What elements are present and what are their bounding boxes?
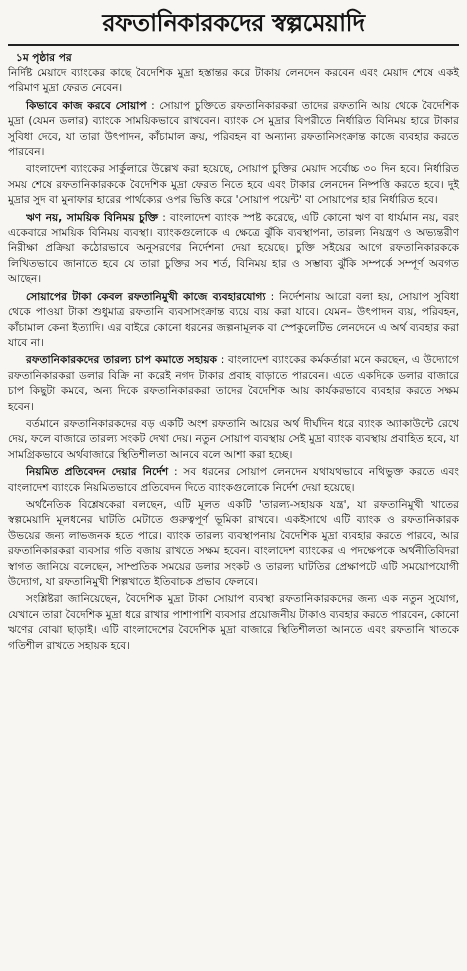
paragraph bbox=[8, 353, 459, 415]
paragraph-text: বাংলাদেশ ব্যাংকের সার্কুলারে উল্লেখ করা হয়েছে, সোয়াপ চুক্তির মেয়াদ সর্বোচ্চ ৩০ দিন হবে। নির্ধারিত সময় শেষে রফতানিকারককে বৈদেশিক মুদ্রা ফেরত নিতে হবে এবং টাকার লেনদেন নিষ্পত্তি করতে হবে। দুই মুদ্রার সুদ বা মুনাফার হারের পার্থক্যের ওপর ভিত্তি করে 'সোয়াপ পয়েন্ট' বা সোয়াপের হার নির্ধারিত হবে। bbox=[8, 163, 459, 207]
paragraph-text: নির্দিষ্ট মেয়াদে ব্যাংকের কাছে বৈদেশিক মুদ্রা হস্তান্তর করে টাকায় লেনদেন করবেন এবং মেয়াদ শেষে একই পরিমাণ মুদ্রা ফেরত নেবেন। bbox=[8, 67, 459, 95]
paragraph-text: অর্থনৈতিক বিশ্লেষকেরা বলছেন, এটি মূলত একটি 'তারল্য-সহায়ক যন্ত্র', যা রফতানিমুখী খাতের স্বল্পমেয়াদি মূলধনের ঘাটতি মেটাতে গুরুত্বপূর্ণ ভূমিকা রাখবে। একইসাথে এটি ব্যাংক ও রফতানিকারক উভয়ের জন্য লাভজনক হতে পারে। ব্যাংক তারল্য ব্যবস্থাপনায় বৈদেশিক মুদ্রা ব্যবহার করতে পারবে, আর রফতানিকারকরা ব্যবসার গতি বজায় রাখতে সক্ষম হবেন। বাংলাদেশ ব্যাংকের এ পদক্ষেপকে অর্থনীতিবিদরা স্বাগত জানিয়ে বলেছেন, সাম্প্রতিক সময়ের ডলার সংকট ও তারল্য ঘাটতির প্রেক্ষাপটে এটি সময়োপযোগী উদ্যোগ, যা রফতানিমুখী শিল্পখাতে ইতিবাচক প্রভাব ফেলবে। bbox=[8, 498, 459, 588]
headline-rule bbox=[8, 44, 459, 46]
paragraph bbox=[8, 99, 459, 161]
continued-from-label: ১ম পৃষ্ঠার পর bbox=[16, 52, 72, 64]
paragraph-text: : সোয়াপ চুক্তিতে রফতানিকারকরা তাদের রফতানি আয় থেকে বৈদেশিক মুদ্রা (যেমন ডলার) ব্যাংকে সাময়িকভাবে রাখবেন। ব্যাংক সে মুদ্রার বিপরীতে নির্ধারিত বিনিময় হারে টাকার সুবিধা দেবে, যা তারা উৎপাদন, কাঁচামাল ক্রয়, পরিবহন বা অন্যান্য রফতানিসংক্রান্ত কাজে ব্যবহার করতে পারবেন। bbox=[8, 99, 459, 159]
paragraph-text: : বাংলাদেশ ব্যাংক স্পষ্ট করেছে, এটি কোনো ঋণ বা ধার্যমান নয়, বরং একেবারে সাময়িক বিনিময় ব্যবস্থা। ব্যাংকগুলোকে এ ক্ষেত্রে ঝুঁকি ব্যবস্থাপনা, তারল্য নিয়ন্ত্রণ ও অভ্যন্তরীণ নিরীক্ষা প্রক্রিয়া কঠোরভাবে অনুসরণের নির্দেশনা দেয়া হয়েছে। চুক্তি সইয়ের আগে রফতানিকারককে লিখিতভাবে জানাতে হবে যে তারা চুক্তির সব শর্ত, বিনিময় হার ও সম্ভাব্য ঝুঁকি সম্পর্কে সম্পূর্ণ অবগত আছেন। bbox=[8, 211, 459, 286]
paragraph-heading: কিভাবে কাজ করবে সোয়াপ bbox=[26, 99, 147, 112]
paragraph-text: বর্তমানে রফতানিকারকদের বড় একটি অংশ রফতানি আয়ের অর্থ দীর্ঘদিন ধরে ব্যাংক অ্যাকাউন্টে রেখে দেয়, ফলে বাজারে তারল্য সংকট দেখা দেয়। নতুন সোয়াপ ব্যবস্থায় সেই মুদ্রা ব্যাংক ব্যবস্থায় প্রবাহিত হবে, যা সামগ্রিকভাবে অর্থবাজারে স্থিতিশীলতা আনবে বলে আশা করা হচ্ছে। bbox=[8, 417, 459, 461]
paragraph-text: সংশ্লিষ্টরা জানিয়েছেন, বৈদেশিক মুদ্রা টাকা সোয়াপ ব্যবস্থা রফতানিকারকদের জন্য এক নতুন সুযোগ, যেখানে তারা বৈদেশিক মুদ্রা ধরে রাখার পাশাপাশি ব্যবসার প্রয়োজনীয় টাকাও ব্যবহার করতে পারবেন, কোনো ঋণের বোঝা ছাড়াই। এটি বাংলাদেশের বৈদেশিক মুদ্রা বাজারে স্থিতিশীলতা আনতে এবং রফতানি খাতকে গতিশীল রাখতে সহায়ক হবে। bbox=[8, 593, 459, 652]
paragraph bbox=[8, 592, 459, 654]
newspaper-article bbox=[0, 6, 467, 971]
paragraph bbox=[8, 66, 459, 97]
headline: রফতানিকারকদের স্বল্পমেয়াদি bbox=[102, 9, 365, 37]
paragraph bbox=[8, 162, 459, 208]
paragraph bbox=[8, 290, 459, 352]
paragraph-text: : বাংলাদেশ ব্যাংকের কর্মকর্তারা মনে করছেন, এ উদ্যোগে রফতানিকারকরা ডলার বিক্রি না করেই নগদ টাকার প্রবাহ বাড়াতে পারবেন। এতে একদিকে ডলার বাজারে চাপ কিছুটা কমবে, অন্য দিকে রফতানিকারকরা তাদের বৈদেশিক আয় কার্যকরভাবে ব্যবহার করতে সক্ষম হবেন। bbox=[8, 354, 459, 413]
paragraph-heading: সোয়াপের টাকা কেবল রফতানিমুখী কাজে ব্যবহারযোগ্য bbox=[26, 290, 266, 303]
paragraph-heading: ঋণ নয়, সাময়িক বিনিময় চুক্তি bbox=[26, 211, 159, 224]
paragraph bbox=[8, 211, 459, 288]
paragraph bbox=[8, 498, 459, 590]
paragraph-text: : সব ধরনের সোয়াপ লেনদেন যথাযথভাবে নথিভুক্ত করতে এবং বাংলাদেশ ব্যাংকে নিয়মিতভাবে প্রতিবেদন দিতে ব্যাংকগুলোকে নির্দেশ দেয়া হয়েছে। bbox=[8, 466, 459, 494]
paragraph bbox=[8, 417, 459, 463]
paragraph-heading: রফতানিকারকদের তারল্য চাপ কমাতে সহায়ক bbox=[26, 354, 218, 367]
paragraph bbox=[8, 465, 459, 496]
paragraph-heading: নিয়মিত প্রতিবেদন দেয়ার নির্দেশ bbox=[26, 466, 169, 479]
paragraph-text: : নির্দেশনায় আরো বলা হয়, সোয়াপ সুবিধা থেকে পাওয়া টাকা শুধুমাত্র রফতানি ব্যবসাসংক্রান্ত ব্যয়ে ব্যয় করা যাবে। যেমন– উৎপাদন ব্যয়, পরিবহন, কাঁচামাল কেনা ইত্যাদি। এর বাইরে কোনো ধরনের জল্পনামূলক বা স্পেকুলেটিভ লেনদেনে এ অর্থ ব্যবহার করা যাবে না। bbox=[8, 290, 459, 349]
